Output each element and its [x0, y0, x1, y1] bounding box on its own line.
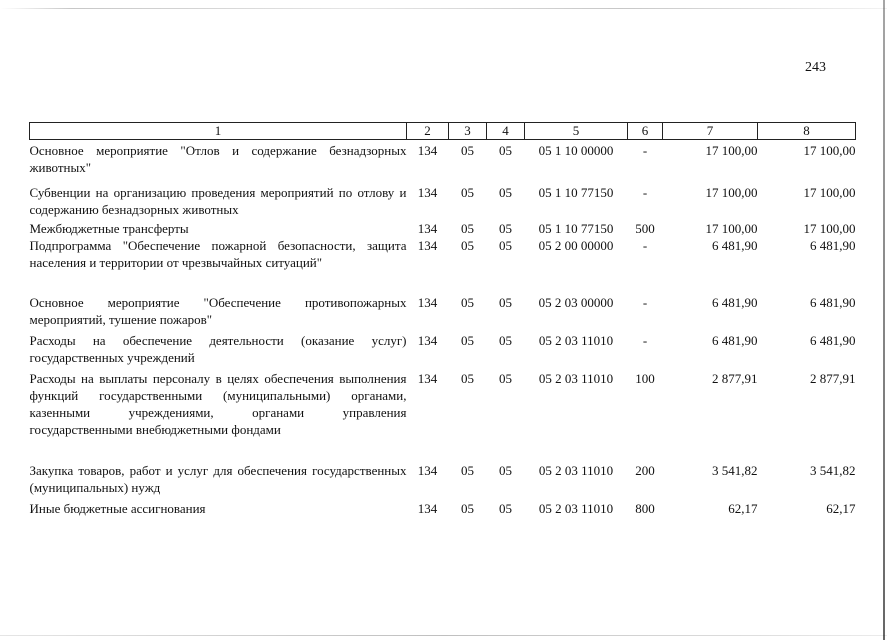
table-row	[30, 368, 856, 460]
amount-col8: 62,17	[826, 501, 856, 516]
scan-edge-right	[883, 0, 885, 640]
ministry-code: 134	[417, 463, 438, 478]
section-code: 05	[461, 463, 474, 478]
target-article-code: 05 2 03 11010	[538, 371, 614, 386]
amount-col8: 17 100,00	[803, 221, 856, 236]
target-article-code: 05 1 10 00000	[538, 143, 614, 158]
ministry-code: 134	[417, 501, 438, 516]
subsection-code: 05	[499, 501, 512, 516]
amount-col7: 2 877,91	[712, 371, 758, 386]
amount-col7: 17 100,00	[705, 185, 758, 200]
amount-col8: 6 481,90	[810, 333, 856, 348]
header-cell: 7	[663, 123, 758, 140]
ministry-code: 134	[417, 221, 438, 236]
section-code: 05	[461, 371, 474, 386]
expense-name: Субвенции на организацию проведения мероприятий по отлову и содержанию безнадзорных животных	[29, 185, 407, 217]
table-body	[30, 140, 856, 518]
amount-col7: 62,17	[728, 501, 758, 516]
target-article-code: 05 2 03 11010	[538, 333, 614, 348]
amount-col7: 6 481,90	[712, 333, 758, 348]
expense-type-code: 800	[635, 501, 655, 516]
header-cell: 4	[487, 123, 525, 140]
subsection-code: 05	[499, 463, 512, 478]
subsection-code: 05	[499, 221, 512, 236]
table-row	[30, 140, 856, 181]
expense-type-code: 500	[635, 221, 655, 236]
expense-type-code: -	[642, 295, 648, 310]
amount-col7: 6 481,90	[712, 238, 758, 253]
section-code: 05	[461, 501, 474, 516]
table-header	[30, 123, 856, 140]
ministry-code: 134	[417, 371, 438, 386]
ministry-code: 134	[417, 295, 438, 310]
amount-col8: 3 541,82	[810, 463, 856, 478]
target-article-code: 05 2 03 11010	[538, 463, 614, 478]
section-code: 05	[461, 238, 474, 253]
amount-col7: 3 541,82	[712, 463, 758, 478]
expense-type-code: -	[642, 185, 648, 200]
expense-name: Расходы на обеспечение деятельности (оказание услуг) государственных учреждений	[29, 333, 407, 365]
page-number: 243	[805, 60, 826, 75]
amount-col8: 6 481,90	[810, 295, 856, 310]
section-code: 05	[461, 185, 474, 200]
header-cell: 2	[407, 123, 449, 140]
scan-edge-bottom	[0, 635, 887, 636]
expense-name: Основное мероприятие "Отлов и содержание безнадзорных животных"	[29, 143, 407, 175]
target-article-code: 05 2 03 11010	[538, 501, 614, 516]
subsection-code: 05	[499, 295, 512, 310]
expense-type-code: -	[642, 333, 648, 348]
expense-name: Подпрограмма "Обеспечение пожарной безопасности, защита населения и территории от чрезвычайных ситуаций"	[29, 238, 407, 270]
expense-type-code: -	[642, 143, 648, 158]
header-cell: 1	[30, 123, 407, 140]
subsection-code: 05	[499, 238, 512, 253]
ministry-code: 134	[417, 185, 438, 200]
amount-col8: 17 100,00	[803, 185, 856, 200]
header-cell: 3	[449, 123, 487, 140]
subsection-code: 05	[499, 185, 512, 200]
header-row	[30, 123, 856, 140]
expense-name: Расходы на выплаты персоналу в целях обеспечения выполнения функций государственными (муниципальными) органами, казенными учреждениями, органами управления государственными внебюджетными фондами	[29, 371, 407, 437]
section-code: 05	[461, 143, 474, 158]
expense-type-code: 100	[635, 371, 655, 386]
header-cell: 5	[525, 123, 628, 140]
target-article-code: 05 2 03 00000	[538, 295, 614, 310]
expense-name: Закупка товаров, работ и услуг для обеспечения государственных (муниципальных) нужд	[29, 463, 407, 495]
amount-col8: 2 877,91	[810, 371, 856, 386]
amount-col7: 6 481,90	[712, 295, 758, 310]
table-row	[30, 330, 856, 368]
section-code: 05	[461, 333, 474, 348]
expense-name: Иные бюджетные ассигнования	[29, 501, 206, 516]
table-row	[30, 237, 856, 292]
amount-col8: 17 100,00	[803, 143, 856, 158]
ministry-code: 134	[417, 238, 438, 253]
budget-table	[29, 122, 856, 517]
amount-col7: 17 100,00	[705, 143, 758, 158]
table-row	[30, 292, 856, 330]
target-article-code: 05 1 10 77150	[538, 221, 614, 236]
ministry-code: 134	[417, 333, 438, 348]
subsection-code: 05	[499, 333, 512, 348]
header-cell: 8	[758, 123, 856, 140]
table-row	[30, 498, 856, 517]
scan-edge-top	[0, 8, 887, 9]
subsection-code: 05	[499, 143, 512, 158]
expense-type-code: 200	[635, 463, 655, 478]
amount-col7: 17 100,00	[705, 221, 758, 236]
expense-name: Межбюджетные трансферты	[29, 221, 189, 236]
section-code: 05	[461, 221, 474, 236]
subsection-code: 05	[499, 371, 512, 386]
target-article-code: 05 2 00 00000	[538, 238, 614, 253]
ministry-code: 134	[417, 143, 438, 158]
table-row	[30, 180, 856, 218]
target-article-code: 05 1 10 77150	[538, 185, 614, 200]
amount-col8: 6 481,90	[810, 238, 856, 253]
expense-type-code: -	[642, 238, 648, 253]
table-row	[30, 460, 856, 498]
table-row	[30, 218, 856, 237]
section-code: 05	[461, 295, 474, 310]
expense-name: Основное мероприятие "Обеспечение противопожарных мероприятий, тушение пожаров"	[29, 295, 407, 327]
header-cell: 6	[628, 123, 663, 140]
